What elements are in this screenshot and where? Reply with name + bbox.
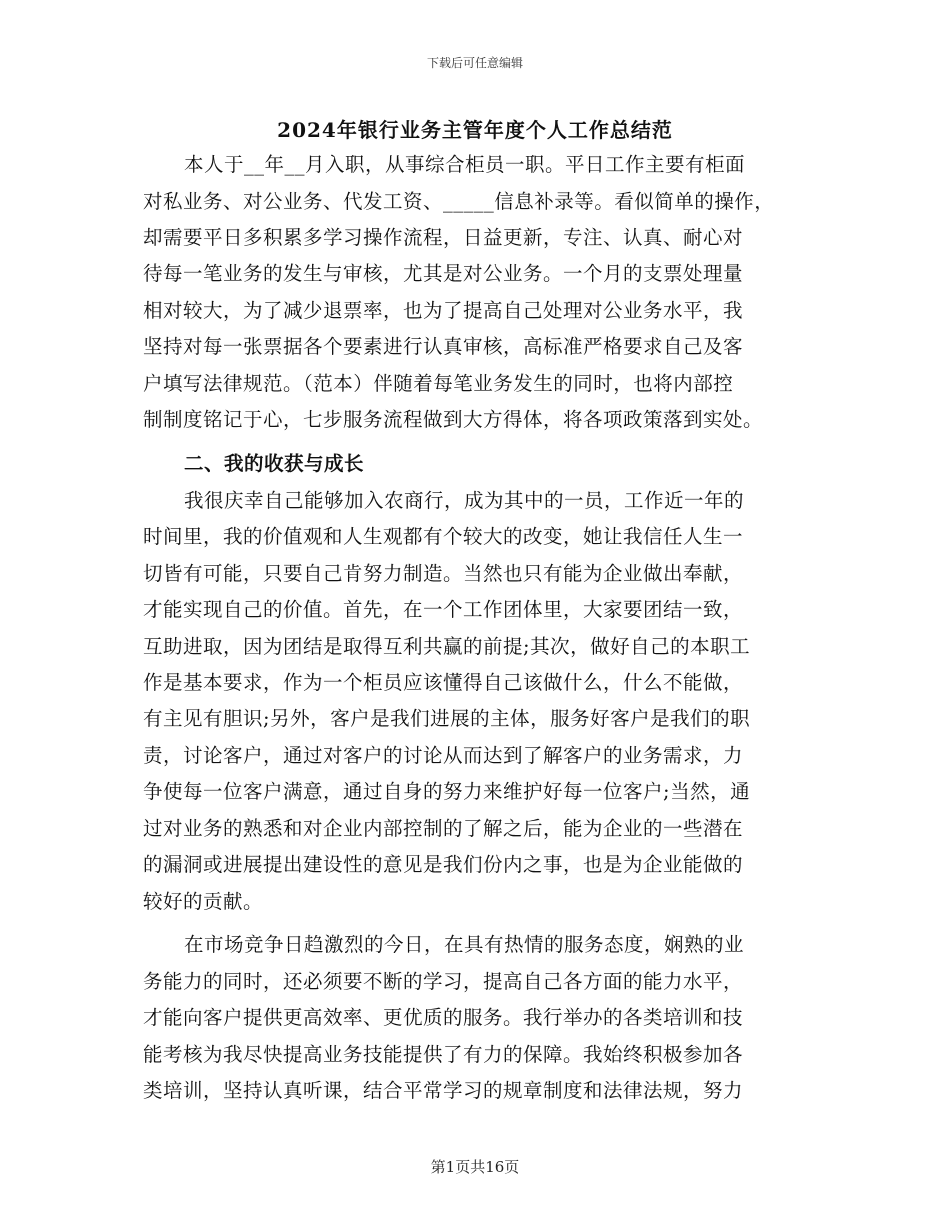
paragraph-2-line-1: 我很庆幸自己能够加入农商行，成为其中的一员，工作近一年的: [184, 489, 745, 512]
paragraph-2-line-11: 的漏洞或进展提出建设性的意见是我们份内之事，也是为企业能做的: [143, 853, 744, 876]
paragraph-2-line-10: 过对业务的熟悉和对企业内部控制的了解之后，能为企业的一些潜在: [143, 817, 744, 840]
paragraph-2-line-12: 较好的贡献。: [143, 890, 264, 913]
paragraph-1-line-4: 待每一笔业务的发生与审核，尤其是对公业务。一个月的支票处理量: [143, 262, 744, 285]
paragraph-1-line-7: 户填写法律规范。（范本）伴随着每笔业务发生的同时，也将内部控: [143, 372, 734, 395]
page-footer: 第1页共16页: [430, 1158, 520, 1176]
paragraph-1-line-8: 制制度铭记于心，七步服务流程做到大方得体，将各项政策落到实处。: [143, 408, 764, 431]
paragraph-2-line-3: 切皆有可能，只要自己肯努力制造。当然也只有能为企业做出奉献，: [143, 562, 744, 585]
paragraph-3-line-3: 才能向客户提供更高效率、更优质的服务。我行举办的各类培训和技: [143, 1006, 744, 1029]
paragraph-2-line-7: 有主见有胆识;另外，客户是我们进展的主体，服务好客户是我们的职: [143, 707, 751, 730]
paragraph-1-line-6: 坚持对每一张票据各个要素进行认真审核，高标准严格要求自己及客: [143, 335, 744, 358]
paragraph-2-line-9: 争使每一位客户满意，通过自身的努力来维护好每一位客户;当然，通: [143, 780, 751, 803]
paragraph-1-line-2: 对私业务、对公业务、代发工资、_____信息补录等。看似简单的操作，: [143, 190, 775, 213]
paragraph-2-line-5: 互助进取，因为团结是取得互利共赢的前提;其次，做好自己的本职工: [143, 635, 751, 658]
paragraph-1-line-5: 相对较大，为了减少退票率，也为了提高自己处理对公业务水平，我: [143, 299, 744, 322]
document-title: 2024年银行业务主管年度个人工作总结范: [277, 118, 673, 142]
paragraph-2-line-6: 作是基本要求，作为一个柜员应该懂得自己该做什么，什么不能做，: [143, 671, 744, 694]
paragraph-2-line-4: 才能实现自己的价值。首先，在一个工作团体里，大家要团结一致，: [143, 598, 744, 621]
paragraph-3-line-4: 能考核为我尽快提高业务技能提供了有力的保障。我始终积极参加各: [143, 1043, 744, 1066]
paragraph-2-line-8: 责，讨论客户，通过对客户的讨论从而达到了解客户的业务需求，力: [143, 744, 744, 767]
paragraph-2-line-2: 时间里，我的价值观和人生观都有个较大的改变，她让我信任人生一: [143, 525, 744, 548]
paragraph-3-line-2: 务能力的同时，还必须要不断的学习，提高自己各方面的能力水平，: [143, 970, 744, 993]
paragraph-3-line-5: 类培训，坚持认真听课，结合平常学习的规章制度和法律法规，努力: [143, 1079, 744, 1102]
page-header-note: 下载后可任意编辑: [426, 56, 523, 70]
section-heading: 二、我的收获与成长: [184, 452, 365, 475]
paragraph-1-line-3: 却需要平日多积累多学习操作流程，日益更新，专注、认真、耐心对: [143, 226, 744, 249]
paragraph-1-line-1: 本人于__年__月入职，从事综合柜员一职。平日工作主要有柜面: [184, 153, 746, 176]
paragraph-3-line-1: 在市场竞争日趋激烈的今日，在具有热情的服务态度，娴熟的业: [184, 933, 745, 956]
